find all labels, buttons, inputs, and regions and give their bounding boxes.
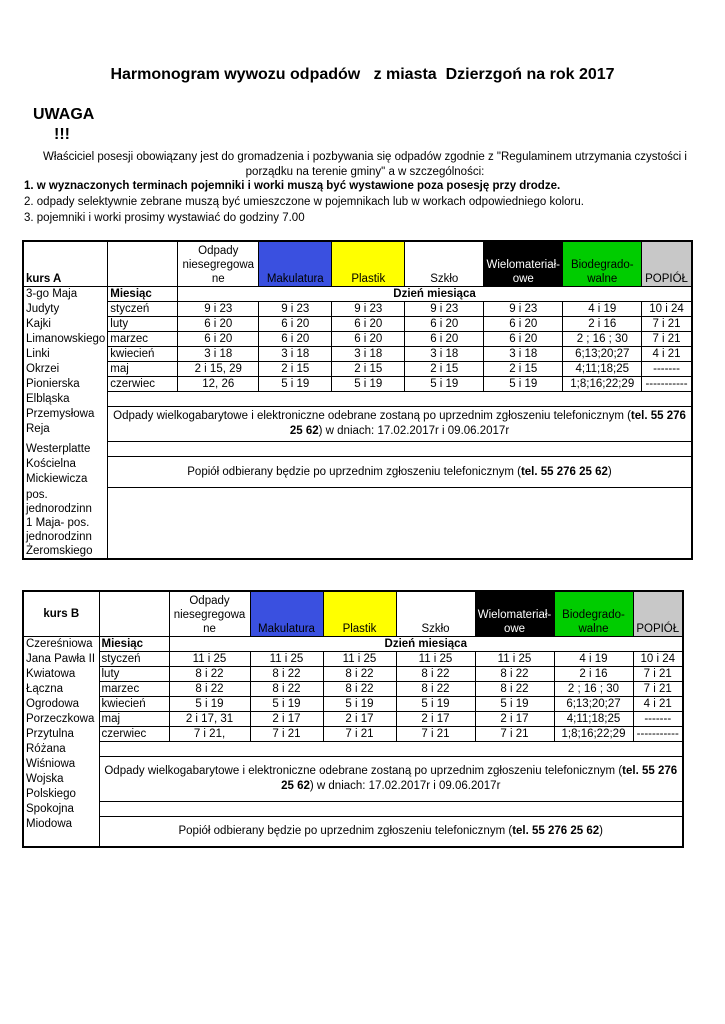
month: styczeń: [99, 652, 169, 667]
cell: 8 i 22: [396, 682, 475, 697]
cell: 11 i 25: [475, 652, 554, 667]
warning-exclamation: !!!: [54, 126, 70, 143]
cell: -----------: [642, 377, 692, 392]
cell: 2 i 16: [563, 317, 642, 332]
cell: 9 i 23: [178, 302, 259, 317]
schedule-table-kurs-a: [22, 240, 693, 560]
street: Jana Pawła II: [23, 652, 99, 667]
cell: 9 i 23: [484, 302, 563, 317]
street: 3-go Maja: [23, 287, 108, 302]
col-szklo: Szkło: [396, 591, 475, 637]
phone-number: tel. 55 276 25 62: [512, 824, 600, 837]
table-row: [23, 332, 692, 347]
empty-area: [108, 488, 692, 559]
cell: 7 i 21: [396, 727, 475, 742]
cell: -------: [633, 712, 683, 727]
month: styczeń: [108, 302, 178, 317]
cell: 9 i 23: [332, 302, 405, 317]
street: Przytulna: [23, 727, 99, 742]
street: Przemysłowa: [26, 407, 95, 420]
month-header: Miesiąc: [99, 637, 169, 652]
cell: 2 i 15: [405, 362, 484, 377]
cell: 5 i 19: [396, 697, 475, 712]
cell: 9 i 23: [405, 302, 484, 317]
cell: 6;13;20;27: [563, 347, 642, 362]
ash-note: Popiół odbierany będzie po uprzednim zgłoszeniu telefonicznym (tel. 55 276 25 62): [99, 817, 683, 847]
course-label: kurs B: [23, 591, 99, 637]
cell: 7 i 21: [250, 727, 323, 742]
cell: 5 i 19: [259, 377, 332, 392]
street-group: [23, 407, 108, 442]
cell: 4 i 21: [633, 697, 683, 712]
phone-number: tel. 55 276 25 62: [289, 410, 686, 437]
cell: 8 i 22: [169, 667, 250, 682]
cell: 7 i 21,: [169, 727, 250, 742]
spacer-row: [99, 742, 683, 757]
day-header: Dzień miesiąca: [178, 287, 692, 302]
cell: 3 i 18: [405, 347, 484, 362]
bulky-waste-note: Odpady wielkogabarytowe i elektroniczne odebrane zostaną po uprzednim zgłoszeniu telefonicznym (tel. 55 276 25 62) w dniach: 17.02.2017r i 09.06.2017r: [99, 757, 683, 802]
cell: 11 i 25: [323, 652, 396, 667]
ash-note: Popiół odbierany będzie po uprzednim zgłoszeniu telefonicznym (tel. 55 276 25 62): [108, 457, 692, 488]
street: Spokojna: [23, 802, 99, 817]
cell: 4 i 19: [554, 652, 633, 667]
cell: 2 i 17: [250, 712, 323, 727]
cell: 2 ; 16 ; 30: [563, 332, 642, 347]
cell: 2 ; 16 ; 30: [554, 682, 633, 697]
cell: 8 i 22: [323, 667, 396, 682]
phone-number: tel. 55 276 25 62: [520, 465, 608, 478]
cell: 6 i 20: [405, 317, 484, 332]
month: marzec: [99, 682, 169, 697]
cell: 4;11;18;25: [554, 712, 633, 727]
street: Porzeczkowa: [23, 712, 99, 727]
cell: 6 i 20: [484, 332, 563, 347]
table-row: [23, 652, 683, 667]
cell: 8 i 22: [396, 667, 475, 682]
table-row: [23, 682, 683, 697]
page-title: Harmonogram wywozu odpadów z miasta Dzierzgoń na rok 2017: [110, 66, 615, 83]
cell: 3 i 18: [259, 347, 332, 362]
month: kwiecień: [108, 347, 178, 362]
cell: 11 i 25: [169, 652, 250, 667]
cell: 3 i 18: [332, 347, 405, 362]
cell: 6 i 20: [178, 317, 259, 332]
month: kwiecień: [99, 697, 169, 712]
table-row: [23, 302, 692, 317]
col-plastik: Plastik: [323, 591, 396, 637]
course-label: kurs A: [23, 241, 108, 287]
cell: 5 i 19: [250, 697, 323, 712]
street: Żeromskiego: [26, 544, 93, 557]
cell: 2 i 17: [396, 712, 475, 727]
street: Pionierska: [23, 377, 108, 392]
col-wielomaterialowe: Wielomateriał-owe: [484, 241, 563, 287]
col-popiol: POPIÓŁ: [633, 591, 683, 637]
cell: 11 i 25: [250, 652, 323, 667]
bulky-waste-note: Odpady wielkogabarytowe i elektroniczne odebrane zostaną po uprzednim zgłoszeniu telefonicznym (tel. 55 276 25 62) w dniach: 17.02.2017r i 09.06.2017r: [108, 407, 692, 442]
cell: 3 i 18: [484, 347, 563, 362]
cell: 7 i 21: [642, 332, 692, 347]
day-header: Dzień miesiąca: [169, 637, 683, 652]
cell: 4 i 21: [642, 347, 692, 362]
cell: 10 i 24: [633, 652, 683, 667]
street: Linki: [23, 347, 108, 362]
street-group: [23, 488, 108, 559]
month-header-blank: [108, 241, 178, 287]
street-group: [23, 457, 108, 488]
street: Wiśniowa: [26, 757, 76, 770]
month: maj: [108, 362, 178, 377]
street: Polskiego: [26, 787, 76, 800]
cell: 8 i 22: [475, 682, 554, 697]
street: Westerplatte: [23, 442, 108, 457]
street: Limanowskiego: [23, 332, 108, 347]
street: pos.: [26, 488, 48, 501]
table-row: [23, 697, 683, 712]
street: Kwiatowa: [23, 667, 99, 682]
rule-3: 3. pojemniki i worki prosimy wystawiać do godziny 7.00: [24, 212, 305, 224]
cell: -----------: [633, 727, 683, 742]
cell: 7 i 21: [642, 317, 692, 332]
month: czerwiec: [99, 727, 169, 742]
table-row: [23, 667, 683, 682]
street: Judyty: [23, 302, 108, 317]
cell: 2 i 16: [554, 667, 633, 682]
street: jednorodzinn: [26, 530, 92, 543]
table-row: [23, 317, 692, 332]
cell: 6 i 20: [484, 317, 563, 332]
street: Ogrodowa: [23, 697, 99, 712]
col-plastik: Plastik: [332, 241, 405, 287]
cell: 5 i 19: [475, 697, 554, 712]
cell: 5 i 19: [323, 697, 396, 712]
cell: 8 i 22: [475, 667, 554, 682]
month-header: Miesiąc: [108, 287, 178, 302]
street: 1 Maja- pos.: [26, 516, 90, 529]
month: marzec: [108, 332, 178, 347]
col-niesegregowane: Odpady niesegregowa ne: [169, 591, 250, 637]
spacer-row: [108, 442, 692, 457]
cell: 11 i 25: [396, 652, 475, 667]
cell: 8 i 22: [169, 682, 250, 697]
cell: 6;13;20;27: [554, 697, 633, 712]
cell: 2 i 17, 31: [169, 712, 250, 727]
cell: 7 i 21: [633, 682, 683, 697]
spacer-row: [99, 802, 683, 817]
col-niesegregowane: Odpady niesegregowa ne: [178, 241, 259, 287]
street: Miodowa: [26, 817, 73, 830]
cell: 8 i 22: [323, 682, 396, 697]
month: czerwiec: [108, 377, 178, 392]
cell: 2 i 15: [259, 362, 332, 377]
cell: 9 i 23: [259, 302, 332, 317]
street: Łączna: [23, 682, 99, 697]
street: Kościelna: [26, 457, 76, 470]
cell: 2 i 15, 29: [178, 362, 259, 377]
month-header-blank: [99, 591, 169, 637]
street-group: [23, 757, 99, 802]
cell: 5 i 19: [332, 377, 405, 392]
col-makulatura: Makulatura: [250, 591, 323, 637]
intro-text: Właściciel posesji obowiązany jest do gromadzenia i pozbywania się odpadów zgodnie z "Regulaminem utrzymania czystości i porządku na terenie gminy" a w szczególności:: [43, 151, 687, 178]
table-row: [23, 347, 692, 362]
warning-heading: UWAGA: [33, 106, 95, 123]
rule-1: 1. w wyznaczonych terminach pojemniki i worki muszą być wystawione poza posesję przy drodze.: [24, 180, 561, 192]
spacer-row: [108, 392, 692, 407]
cell: 4 i 19: [563, 302, 642, 317]
cell: 5 i 19: [169, 697, 250, 712]
table-row: [23, 377, 692, 392]
cell: 5 i 19: [405, 377, 484, 392]
street: Okrzei: [23, 362, 108, 377]
empty-line: [26, 832, 97, 846]
cell: 7 i 21: [323, 727, 396, 742]
month: luty: [99, 667, 169, 682]
phone-number: tel. 55 276 25 62: [281, 765, 678, 792]
cell: 2 i 17: [323, 712, 396, 727]
street-group: [23, 817, 99, 847]
street: Reja: [26, 422, 50, 435]
street: Elbląska: [23, 392, 108, 407]
schedule-table-kurs-b: [22, 590, 684, 848]
cell: 6 i 20: [178, 332, 259, 347]
cell: 6 i 20: [405, 332, 484, 347]
col-makulatura: Makulatura: [259, 241, 332, 287]
cell: 2 i 17: [475, 712, 554, 727]
street: Mickiewicza: [26, 472, 88, 485]
street: Czereśniowa: [23, 637, 99, 652]
col-wielomaterialowe: Wielomateriał-owe: [475, 591, 554, 637]
cell: 5 i 19: [484, 377, 563, 392]
cell: 1;8;16;22;29: [554, 727, 633, 742]
cell: 7 i 21: [633, 667, 683, 682]
street: Kajki: [23, 317, 108, 332]
street: Wojska: [26, 772, 64, 785]
col-biodegradowalne: Biodegrado-walne: [563, 241, 642, 287]
table-row: [23, 727, 683, 742]
cell: -------: [642, 362, 692, 377]
col-popiol: POPIÓŁ: [642, 241, 692, 287]
cell: 3 i 18: [178, 347, 259, 362]
cell: 6 i 20: [259, 332, 332, 347]
col-szklo: Szkło: [405, 241, 484, 287]
table-row: [23, 362, 692, 377]
cell: 12, 26: [178, 377, 259, 392]
cell: 2 i 15: [484, 362, 563, 377]
table-row: [23, 712, 683, 727]
cell: 6 i 20: [332, 317, 405, 332]
col-biodegradowalne: Biodegrado-walne: [554, 591, 633, 637]
cell: 7 i 21: [475, 727, 554, 742]
cell: 1;8;16;22;29: [563, 377, 642, 392]
month: luty: [108, 317, 178, 332]
cell: 8 i 22: [250, 667, 323, 682]
cell: 2 i 15: [332, 362, 405, 377]
street: jednorodzinn: [26, 502, 92, 515]
street: Różana: [23, 742, 99, 757]
rule-2: 2. odpady selektywnie zebrane muszą być umieszczone w pojemnikach lub w workach odpowiedniego koloru.: [24, 196, 584, 208]
cell: 8 i 22: [250, 682, 323, 697]
cell: 4;11;18;25: [563, 362, 642, 377]
cell: 10 i 24: [642, 302, 692, 317]
cell: 6 i 20: [332, 332, 405, 347]
cell: 6 i 20: [259, 317, 332, 332]
month: maj: [99, 712, 169, 727]
